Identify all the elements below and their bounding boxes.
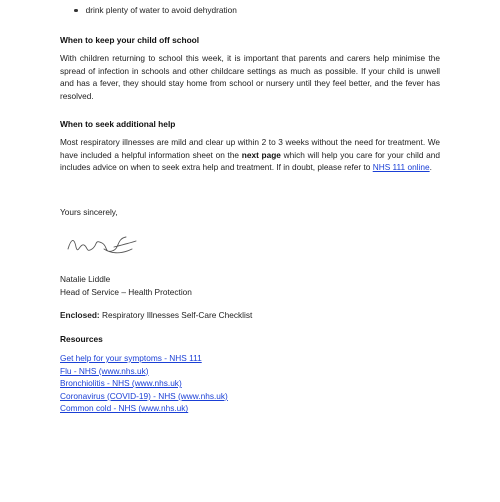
resources-list: [60, 352, 228, 415]
paragraph-additional-help: [60, 136, 440, 174]
nhs-111-online-link[interactable]: NHS 111 online: [372, 162, 430, 173]
help-text-end: .: [429, 162, 432, 173]
resource-link-nhs111[interactable]: Get help for your symptoms - NHS 111: [60, 353, 202, 363]
heading-off-school: When to keep your child off school: [60, 35, 200, 45]
heading-resources: Resources: [60, 334, 103, 344]
next-page-bold: next page: [241, 149, 281, 160]
bullet-icon: [74, 9, 78, 13]
resource-link-common-cold[interactable]: Common cold - NHS (www.nhs.uk): [60, 403, 189, 414]
signatory-title: Head of Service – Health Protection: [60, 287, 192, 297]
signatory-name: Natalie Liddle: [60, 274, 111, 284]
help-text-part2: which will help you care for your child and includes advice on when to seek extra help and treatment. If in doubt, please refer to: [60, 149, 441, 173]
help-text-part1: Most respiratory illnesses are mild and clear up within 2 to 3 weeks without the need for treatment. We have included a helpful information sheet on the: [60, 137, 440, 160]
signature-image: [64, 229, 140, 259]
enclosed-text: Respiratory Illnesses Self-Care Checklist: [101, 310, 253, 320]
heading-additional-help: When to seek additional help: [60, 119, 176, 129]
resource-link-flu[interactable]: Flu - NHS (www.nhs.uk): [60, 365, 149, 376]
enclosed-line: [60, 310, 252, 320]
paragraph-off-school: With children returning to school this week, it is important that parents and carers help minimise the spread of infection in schools and other childcare settings as much as possible. If your child is unwell and has a fever, they should stay home from school or nursery until they feel better, and the fever has resolved.: [60, 53, 440, 101]
closing-text: Yours sincerely,: [60, 207, 118, 217]
enclosed-label: Enclosed:: [60, 310, 100, 320]
bullet-item: [74, 4, 237, 17]
resource-link-coronavirus[interactable]: Coronavirus (COVID-19) - NHS (www.nhs.uk): [60, 390, 228, 401]
bullet-text: drink plenty of water to avoid dehydration: [85, 5, 237, 15]
resource-link-bronchiolitis[interactable]: Bronchiolitis - NHS (www.nhs.uk): [60, 378, 182, 389]
